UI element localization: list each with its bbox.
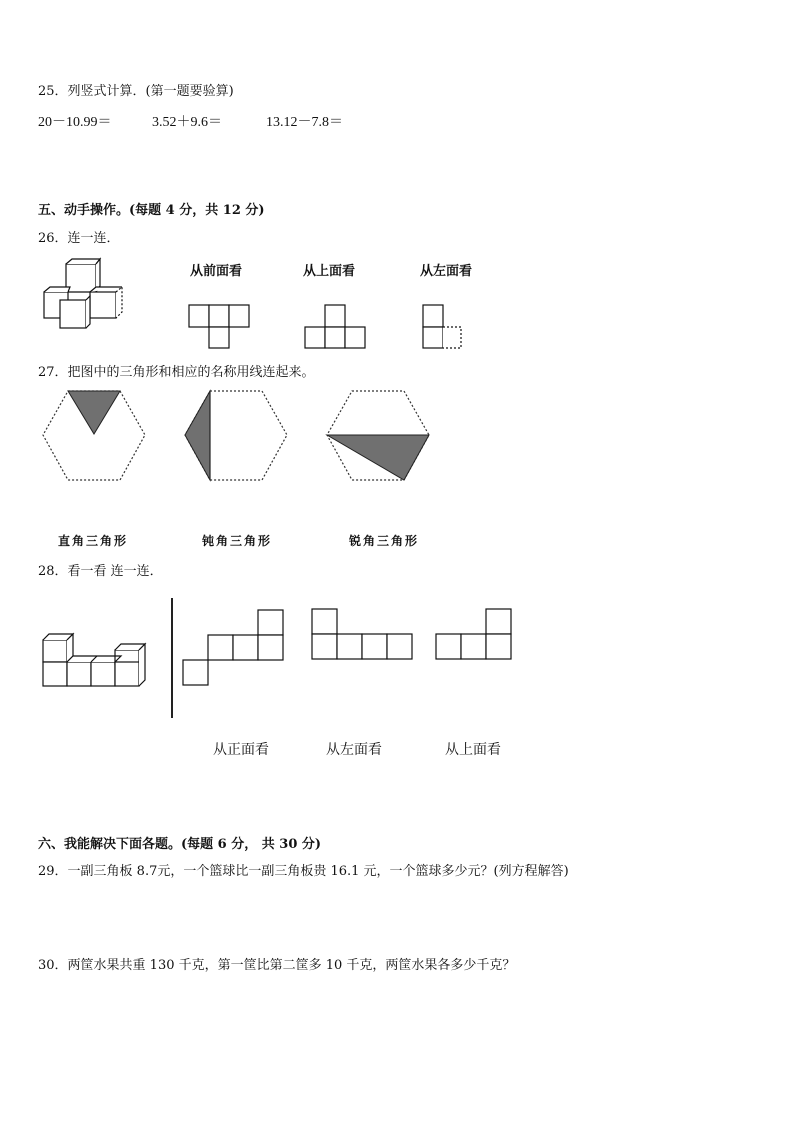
- q26-title: 26．连一连．: [38, 231, 120, 246]
- section-5-heading: 五、动手操作。(每题 4 分，共 12 分): [38, 203, 265, 218]
- q27-name-right: 直角三角形: [58, 534, 129, 548]
- q27-name-obtuse: 钝角三角形: [202, 534, 273, 548]
- q25-title: 25．列竖式计算．(第一题要验算): [38, 84, 234, 99]
- q25-expr-3: 13.12－7.8＝: [266, 115, 343, 130]
- q28-view-shape-2: [312, 609, 414, 661]
- q28-title: 28．看一看 连一连．: [38, 564, 163, 579]
- q29-text: 29．一副三角板 8.7元，一个篮球比一副三角板贵 16.1 元，一个篮球多少元？(列方程解答): [38, 864, 569, 879]
- q26-view-front-shape: [189, 305, 251, 349]
- q26-view-top-label: 从上面看: [303, 264, 356, 279]
- q28-view-shape-1: [183, 610, 285, 686]
- q27-title: 27．把图中的三角形和相应的名称用线连起来。: [38, 365, 315, 380]
- q27-hexagon-2: [184, 390, 288, 482]
- q27-name-acute: 锐角三角形: [349, 534, 420, 548]
- q26-view-front-label: 从前面看: [190, 264, 243, 279]
- q27-hexagon-3: [326, 390, 430, 482]
- q25-expr-1: 20－10.99＝: [38, 115, 112, 130]
- q26-view-top-shape: [305, 305, 367, 349]
- q25-expr-2: 3.52＋9.6＝: [152, 115, 222, 130]
- q28-view-top-label: 从上面看: [445, 742, 501, 758]
- q30-text: 30．两筐水果共重 130 千克，第一筐比第二筐多 10 千克，两筐水果各多少千克？: [38, 958, 516, 973]
- q26-cube-figure: [40, 262, 130, 332]
- q28-cube-figure: [42, 630, 154, 688]
- q27-hexagon-1: [42, 390, 146, 482]
- q26-view-left-shape: [421, 305, 465, 349]
- q28-view-shape-3: [436, 609, 514, 661]
- q26-view-left-label: 从左面看: [420, 264, 473, 279]
- q28-view-left-label: 从左面看: [326, 742, 382, 758]
- q28-divider-line: [171, 598, 173, 718]
- q28-view-front-label: 从正面看: [213, 742, 269, 758]
- section-6-heading: 六、我能解决下面各题。(每题 6 分， 共 30 分): [38, 837, 322, 852]
